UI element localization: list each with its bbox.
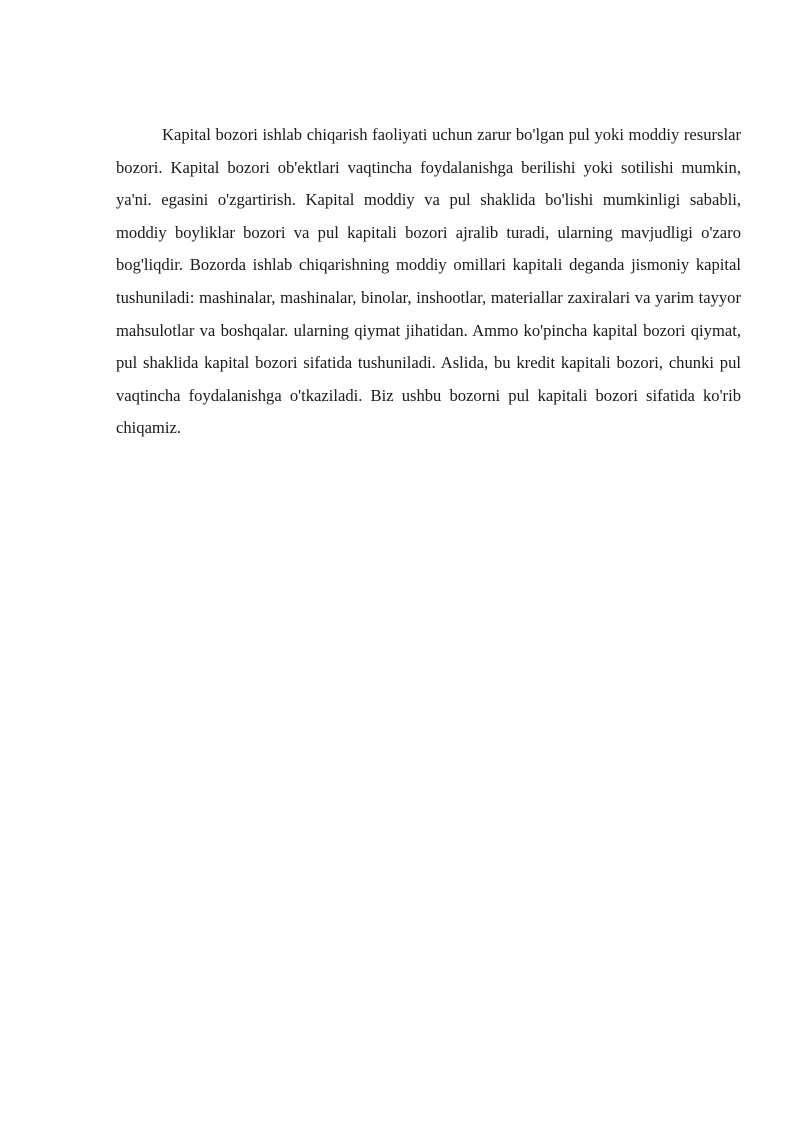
body-paragraph: Kapital bozori ishlab chiqarish faoliyati uchun zarur bo'lgan pul yoki moddiy resurslar bozori. Kapital bozori ob'ektlari vaqtincha foydalanishga berilishi yoki sotilishi mumkin, ya'ni. egasini o'zgartirish. Kapital moddiy va pul shaklida bo'lishi mumkinligi sababli, moddiy boyliklar bozori va pul kapitali bozori ajralib turadi, ularning mavjudligi o'zaro bog'liqdir. Bozorda ishlab chiqarishning moddiy omillari kapitali deganda jismoniy kapital tushuniladi: mashinalar, mashinalar, binolar, inshootlar, materiallar zaxiralari va yarim tayyor mahsulotlar va boshqalar. ularning qiymat jihatidan. Ammo ko'pincha kapital bozori qiymat, pul shaklida kapital bozori sifatida tushuniladi. Aslida, bu kredit kapitali bozori, chunki pul vaqtincha foydalanishga o'tkaziladi. Biz ushbu bozorni pul kapitali bozori sifatida ko'rib chiqamiz. xyxy=(116,125,741,438)
